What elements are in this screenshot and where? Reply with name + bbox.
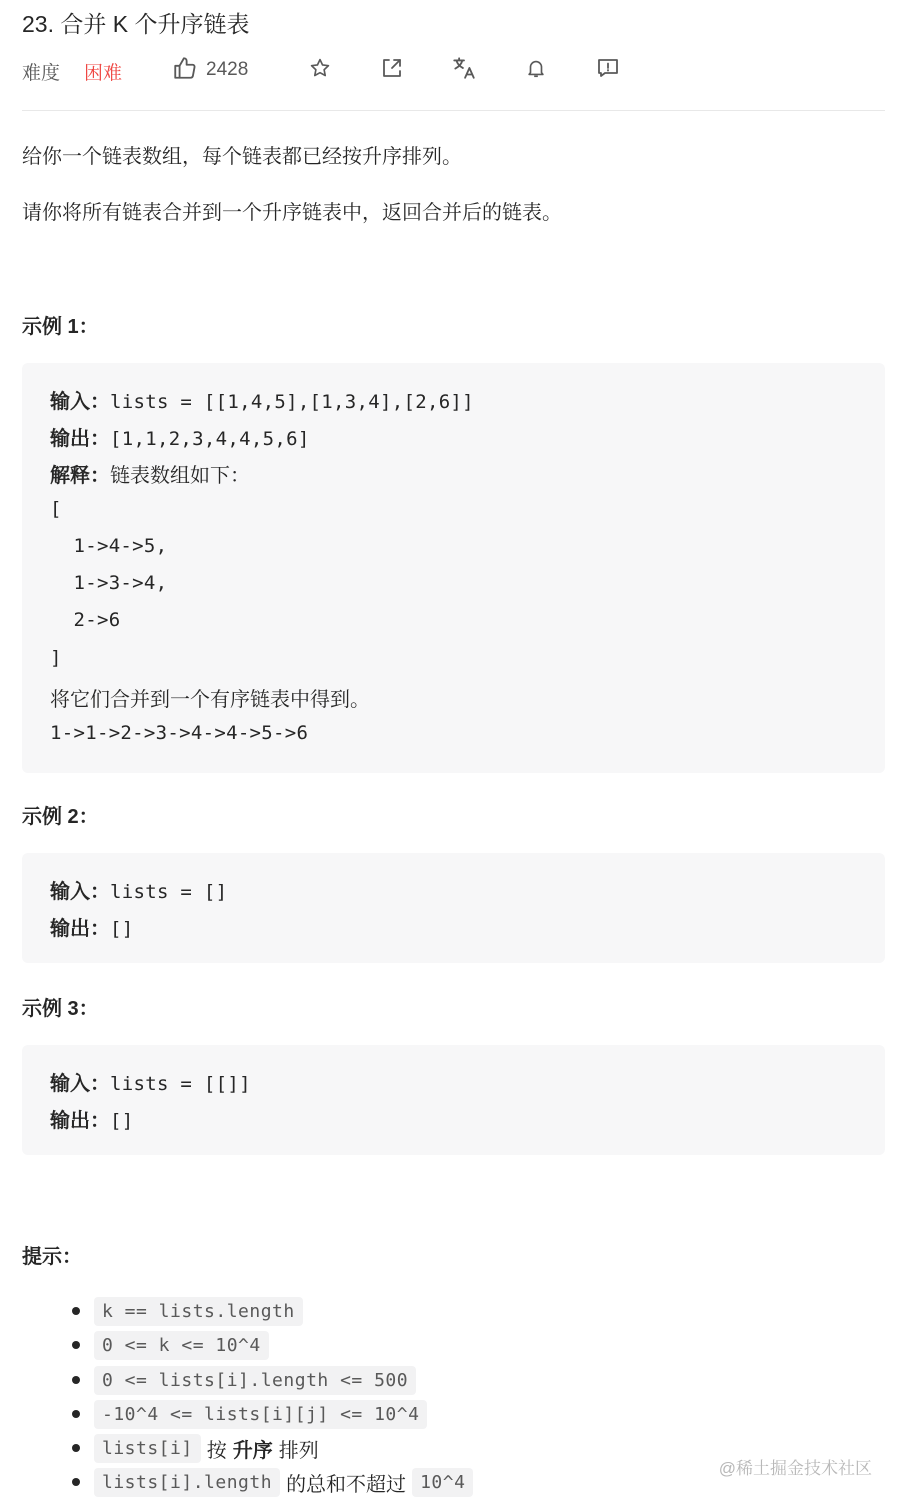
code-line: 1->4->5, — [50, 535, 168, 557]
hint-text: 排列 — [278, 1439, 319, 1462]
problem-meta-bar — [22, 54, 885, 86]
output-label: 输出： — [50, 428, 110, 450]
inline-code: 10^4 — [412, 1468, 473, 1497]
star-icon — [309, 57, 331, 84]
bullet — [72, 1376, 80, 1384]
hints-heading: 提示： — [22, 1246, 82, 1268]
example-code-block — [22, 363, 885, 773]
feedback-icon — [596, 56, 620, 85]
input-value: lists = [] — [110, 881, 228, 903]
example-heading: 示例 2： — [22, 806, 99, 828]
bell-icon — [525, 57, 547, 84]
example-code-block — [22, 1045, 885, 1155]
bullet — [72, 1341, 80, 1349]
merge-result: 1->1->2->3->4->4->5->6 — [50, 722, 309, 744]
inline-code: -10^4 <= lists[i][j] <= 10^4 — [94, 1400, 427, 1429]
output-label: 输出： — [50, 1110, 110, 1132]
bullet — [72, 1444, 80, 1452]
input-value: lists = [[]] — [110, 1073, 251, 1095]
description-paragraph: 给你一个链表数组，每个链表都已经按升序排列。 — [22, 146, 462, 168]
bullet — [72, 1410, 80, 1418]
example-output-line — [50, 1104, 133, 1133]
output-value: [] — [110, 918, 134, 940]
hint-bold-text: 升序 — [232, 1439, 273, 1462]
example-output-line — [50, 422, 310, 451]
output-value: [1,1,2,3,4,4,5,6] — [110, 428, 310, 450]
subscribe-button[interactable] — [522, 56, 550, 84]
bullet — [72, 1307, 80, 1315]
divider — [22, 110, 885, 111]
code-line: 2->6 — [50, 609, 121, 631]
hint-text: 按 — [206, 1439, 227, 1462]
explain-value: 链表数组如下： — [110, 465, 250, 487]
list-item — [22, 1328, 885, 1362]
output-value: [] — [110, 1110, 134, 1132]
output-label: 输出： — [50, 918, 110, 940]
inline-code: 0 <= k <= 10^4 — [94, 1331, 269, 1360]
thumbs-up-icon — [172, 55, 198, 86]
example-explain-line — [50, 459, 250, 488]
code-line: ] — [50, 647, 62, 669]
inline-code: lists[i] — [94, 1434, 201, 1463]
list-item — [22, 1294, 885, 1328]
example-heading: 示例 1： — [22, 316, 99, 338]
translate-icon — [451, 55, 477, 86]
like-count: 2428 — [206, 59, 249, 80]
input-value: lists = [[1,4,5],[1,3,4],[2,6]] — [110, 391, 474, 413]
list-item — [22, 1397, 885, 1431]
favorite-button[interactable] — [306, 56, 334, 84]
input-label: 输入： — [50, 391, 110, 413]
code-line: 1->3->4, — [50, 572, 168, 594]
difficulty-label: 难度 — [22, 63, 61, 84]
translate-button[interactable] — [450, 56, 478, 84]
inline-code: k == lists.length — [94, 1297, 303, 1326]
explain-label: 解释： — [50, 465, 110, 487]
example-input-line — [50, 1067, 251, 1096]
share-icon — [380, 56, 404, 85]
merge-text: 将它们合并到一个有序链表中得到。 — [50, 689, 370, 711]
feedback-button[interactable] — [594, 56, 622, 84]
input-label: 输入： — [50, 881, 110, 903]
input-label: 输入： — [50, 1073, 110, 1095]
inline-code: 0 <= lists[i].length <= 500 — [94, 1366, 416, 1395]
watermark: @稀土掘金技术社区 — [718, 1459, 872, 1478]
example-input-line — [50, 875, 227, 904]
code-line: [ — [50, 498, 62, 520]
example-input-line — [50, 385, 474, 414]
page-title: 23. 合并 K 个升序链表 — [22, 11, 250, 37]
inline-code: lists[i].length — [94, 1468, 280, 1497]
list-item — [22, 1363, 885, 1397]
like-button[interactable] — [172, 56, 248, 84]
example-heading: 示例 3： — [22, 998, 99, 1020]
difficulty-badge: 困难 — [84, 63, 123, 84]
share-button[interactable] — [378, 56, 406, 84]
example-output-line — [50, 912, 133, 941]
hint-text: 的总和不超过 — [286, 1473, 407, 1496]
example-code-block — [22, 853, 885, 963]
bullet — [72, 1478, 80, 1486]
description-paragraph: 请你将所有链表合并到一个升序链表中，返回合并后的链表。 — [22, 202, 562, 224]
